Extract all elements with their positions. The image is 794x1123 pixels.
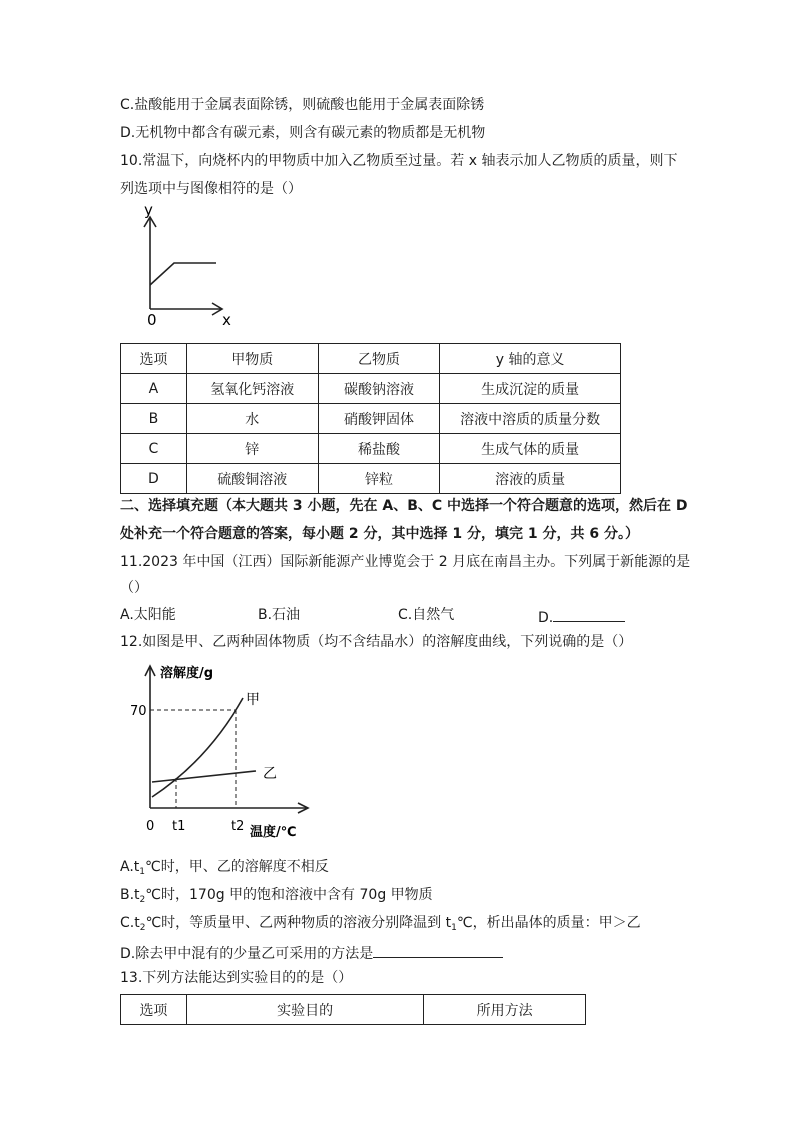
q12-option-b: $B.t_2℃$时，170g 甲的饱和溶液中含有 70g 甲物质	[120, 887, 433, 905]
table-header-cell: 选项	[121, 344, 187, 374]
q13-table	[120, 994, 586, 1025]
q12-y-tick-70: 70	[130, 704, 147, 719]
q9-option-d: D.无机物中都含有碳元素，则含有碳元素的物质都是无机物	[120, 125, 486, 141]
table-cell: 生成沉淀的质量	[440, 374, 621, 404]
table-cell: 溶液的质量	[440, 464, 621, 494]
q11-stem-line1: 11.2023 年中国（江西）国际新能源产业博览会于 2 月底在南昌主办。下列属于新能源的是	[120, 554, 691, 570]
table-cell: B	[121, 404, 187, 434]
table-header-cell: 所用方法	[424, 995, 586, 1025]
table-cell: 锌	[186, 434, 318, 464]
table-row	[121, 464, 621, 494]
table-row	[121, 404, 621, 434]
q10-y-label: y	[144, 205, 153, 219]
q12-option-d: D.除去甲中混有的少量乙可采用的方法是	[120, 941, 503, 964]
q12-curve-jia	[152, 698, 243, 797]
table-header-cell: y 轴的意义	[440, 344, 621, 374]
table-header-cell: 选项	[121, 995, 187, 1025]
q12-x-label: 温度/℃	[250, 825, 297, 840]
q11-answer-blank[interactable]	[553, 605, 625, 622]
table-cell: 硫酸铜溶液	[186, 464, 318, 494]
table-cell: D	[121, 464, 187, 494]
q12-solubility-graph	[128, 660, 318, 845]
table-cell: 生成气体的质量	[440, 434, 621, 464]
q12-option-c: $C.t_2℃$时，等质量甲、乙两种物质的溶液分别降温到 $t_1℃$，析出晶体的质量：甲＞乙	[120, 915, 641, 933]
table-row	[121, 434, 621, 464]
q10-origin: 0	[147, 311, 157, 329]
q11-option-c: C.自然气	[398, 607, 455, 623]
q12-series-label-yi: 乙	[263, 766, 277, 782]
q12-x-tick-t1: t1	[172, 819, 186, 834]
table-cell: 硝酸钾固体	[318, 404, 440, 434]
table-cell: 水	[186, 404, 318, 434]
q10-curve	[150, 263, 216, 285]
q12-origin: 0	[146, 819, 155, 834]
section2-header-line2: 处补充一个符合题意的答案，每小题 2 分，其中选择 1 分，填完 1 分，共 6 分。）	[120, 526, 639, 542]
q12-series-label-jia: 甲	[246, 692, 260, 708]
q11-stem-line2: （）	[120, 580, 148, 596]
q11-option-a: A.太阳能	[120, 607, 176, 623]
table-header-cell: 乙物质	[318, 344, 440, 374]
q12-option-a: $A.t_1℃$时，甲、乙的溶解度不相反	[120, 859, 329, 877]
table-row	[121, 995, 586, 1025]
q10-table	[120, 343, 621, 494]
table-cell: 锌粒	[318, 464, 440, 494]
table-cell: 稀盐酸	[318, 434, 440, 464]
table-cell: 碳酸钠溶液	[318, 374, 440, 404]
q9-option-c: C.盐酸能用于金属表面除锈，则硫酸也能用于金属表面除锈	[120, 97, 485, 113]
q11-option-d	[538, 605, 625, 628]
q11-option-b: B.石油	[258, 607, 301, 623]
table-cell: 氢氧化钙溶液	[186, 374, 318, 404]
q10-graph	[118, 205, 248, 335]
section2-header-line1: 二、选择填充题（本大题共 3 小题，先在 A、B、C 中选择一个符合题意的选项，然后在 D	[120, 498, 688, 514]
q10-x-label: x	[222, 311, 231, 329]
q12-x-tick-t2: t2	[231, 819, 245, 834]
table-header-cell: 实验目的	[186, 995, 423, 1025]
q12-curve-yi	[152, 771, 256, 782]
q13-stem: 13.下列方法能达到实验目的的是（）	[120, 970, 353, 986]
table-header-cell: 甲物质	[186, 344, 318, 374]
q12-stem: 12.如图是甲、乙两种固体物质（均不含结晶水）的溶解度曲线，下列说确的是（）	[120, 634, 633, 650]
table-row	[121, 344, 621, 374]
table-cell: C	[121, 434, 187, 464]
q10-stem-line2: 列选项中与图像相符的是（）	[120, 181, 302, 197]
q10-stem-line1: 10.常温下，向烧杯内的甲物质中加入乙物质至过量。若 x 轴表示加人乙物质的质量，则下	[120, 153, 678, 169]
q11-option-d-label: D.	[538, 610, 554, 626]
table-cell: A	[121, 374, 187, 404]
table-cell: 溶液中溶质的质量分数	[440, 404, 621, 434]
q12-y-label: 溶解度/g	[160, 666, 214, 681]
q12-answer-blank[interactable]	[373, 941, 503, 958]
table-row	[121, 374, 621, 404]
